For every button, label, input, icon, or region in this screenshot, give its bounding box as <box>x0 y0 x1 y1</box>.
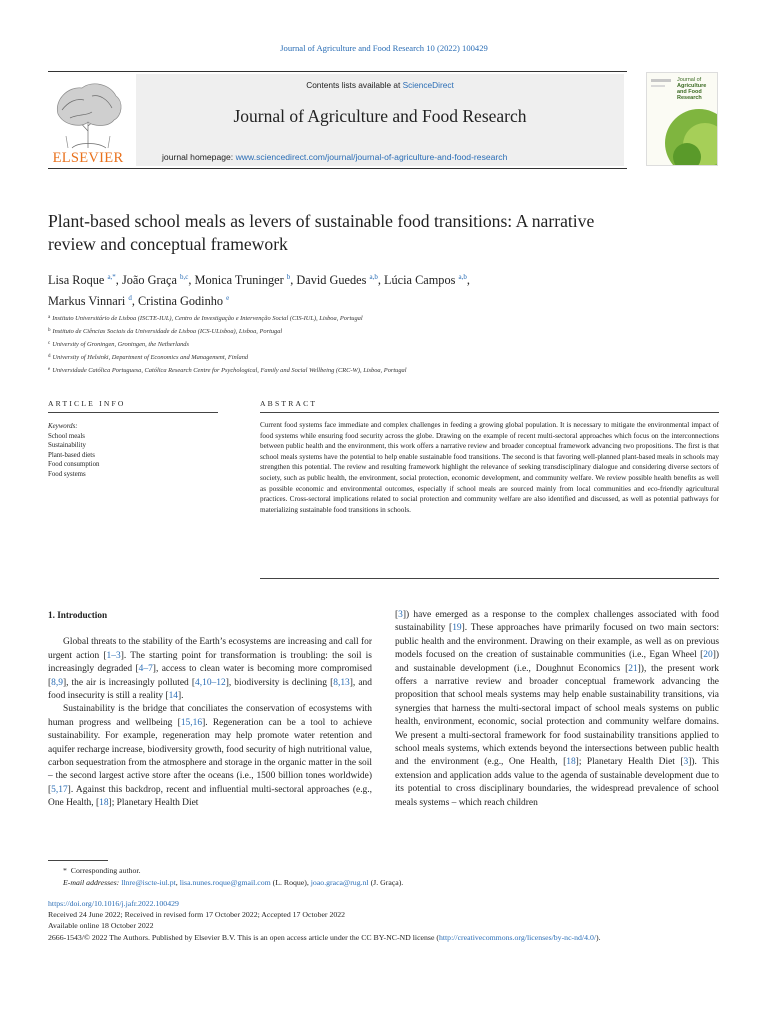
affiliation-item <box>48 325 688 338</box>
keyword-item: Food consumption <box>48 461 100 469</box>
keywords-label: Keywords: <box>48 423 78 430</box>
citation-link[interactable]: 18 <box>566 757 576 768</box>
license-text-end: ). <box>596 932 601 942</box>
cover-title-line-3: and Food <box>677 89 702 95</box>
affiliation-item <box>48 312 688 325</box>
license-statement <box>48 932 728 943</box>
cover-title <box>677 77 706 101</box>
homepage-label: journal homepage: <box>162 152 234 162</box>
author-separator: , <box>131 294 138 308</box>
citation-link[interactable]: 20 <box>703 650 713 661</box>
affiliation-marker: b <box>48 328 51 333</box>
author-cristina-godinho[interactable] <box>138 294 229 308</box>
contents-prefix: Contents lists available at <box>306 80 401 90</box>
journal-homepage-line <box>162 152 507 162</box>
author-david-guedes[interactable] <box>296 273 377 287</box>
journal-citation-header[interactable]: Journal of Agriculture and Food Research 10 (2022) 100429 <box>280 43 488 53</box>
affiliation-item <box>48 364 688 377</box>
header-bottom-rule <box>48 168 627 169</box>
license-text: 2666-1543/© 2022 The Authors. Published by Elsevier B.V. This is an open access article under the CC BY-NC-ND license ( <box>48 932 439 942</box>
citation-link[interactable]: 8,9 <box>51 677 63 688</box>
available-online-date: Available online 18 October 2022 <box>48 921 154 931</box>
bibliographic-info <box>48 898 728 943</box>
affiliation-text: University of Groningen, Groningen, the Netherlands <box>52 341 189 348</box>
affiliation-text: Instituto Universitário de Lisboa (ISCTE-IUL), Centro de Investigação e Intervenção Social (CIS-IUL), Lisboa, Portugal <box>52 315 363 322</box>
text-run: ]) and sustainable development (i.e., Doughnut Economics [ <box>395 650 719 674</box>
text-run: ]. <box>178 691 184 702</box>
email-link[interactable]: joao.graca@rug.nl <box>310 877 369 887</box>
author-affil-sup[interactable]: b <box>286 273 291 281</box>
body-column-right <box>395 609 719 810</box>
text-run: ], the air is increasingly polluted [ <box>62 677 196 688</box>
author-affil-sup[interactable]: a,b <box>369 273 378 281</box>
citation-link[interactable]: 21 <box>628 663 638 674</box>
citation-link[interactable]: 3 <box>398 610 403 620</box>
affiliation-marker: c <box>48 341 51 346</box>
keyword-item: Food systems <box>48 470 86 478</box>
affiliation-marker: e <box>48 367 51 372</box>
cover-title-line-1: Journal of <box>677 77 702 83</box>
footnotes <box>48 865 728 888</box>
author-name: Lúcia Campos <box>384 273 456 287</box>
email-owner: (J. Graça). <box>370 877 404 887</box>
email-label: E-mail addresses: <box>63 877 120 887</box>
text-run: ]; Planetary Health Diet [ <box>575 757 684 768</box>
affiliation-item <box>48 351 688 364</box>
introduction-heading: 1. Introduction <box>48 610 108 620</box>
text-run: ], and food insecurity is still a reality [ <box>48 677 372 702</box>
author-affil-sup[interactable]: b,c <box>180 273 189 281</box>
author-name: Markus Vinnari <box>48 294 126 308</box>
text-run: ]. Against this backdrop, recent and influential multi-sectoral approaches (e.g., One Health, [ <box>48 784 372 809</box>
homepage-link[interactable]: www.sciencedirect.com/journal/journal-of-agriculture-and-food-research <box>235 152 508 162</box>
author-list <box>48 268 648 310</box>
text-run: ]). This extension and application adds value to the agenda of sustainable development due to its potential to cross disciplinary boundaries, the widespread prevalence of school meals systems – which reach children <box>395 757 719 808</box>
citation-link[interactable]: 5,17 <box>51 784 68 795</box>
citation-link[interactable]: 15,16 <box>180 717 203 728</box>
text-run: ]), the present work offers a narrative review and broader conceptual framework advancing the proposition that school meals systems may help enable sustainability transitions, via synergies that harness the multi-sectoral impact of school meals systems on public health, environment, economic, social protection and community welfare domains. We present a multi-sectoral framework for food sustainability transitions applied to school meals systems, which extends beyond the intersections between public health and the environment (e.g., One Health, [ <box>395 663 719 768</box>
contents-line <box>136 80 624 90</box>
affiliation-text: University of Helsinki, Department of Economics and Management, Finland <box>52 354 249 361</box>
text-run: ]. Regeneration can be a tool to achieve sustainability. For example, regeneration may help promote water retention and aquifer recharge increase, biodiversity growth, food security of high nutritional value, carbon sequestration from the atmosphere and storage in the organic matter in the soil – the second largest active store after the oceans (i.e., 1500 billion tones worldwide) [ <box>48 717 373 795</box>
abstract-heading: ABSTRACT <box>260 399 318 408</box>
author-affil-sup[interactable]: a,* <box>107 273 116 281</box>
author-name: David Guedes <box>296 273 367 287</box>
text-run: ]. The starting point for transformation is troubling: the soil is increasingly degraded [ <box>48 650 372 675</box>
header-top-rule <box>48 71 627 72</box>
author-markus-vinnari[interactable] <box>48 294 132 308</box>
author-separator: , <box>466 273 470 287</box>
intro-paragraph-1 <box>48 636 372 703</box>
article-info-rule <box>48 412 218 413</box>
author-lisa-roque[interactable] <box>48 273 116 287</box>
received-dates: Received 24 June 2022; Received in revised form 17 October 2022; Accepted 17 October 2022 <box>48 910 346 920</box>
intro-paragraph-2-continued <box>395 609 719 810</box>
text-run: ]; Planetary Health Diet <box>108 798 199 809</box>
citation-link[interactable]: 18 <box>99 798 109 809</box>
email-note: E-mail addresses: llnre@iscte-iul.pt, lisa.nunes.roque@gmail.com (L. Roque), joao.graca@rug.nl (J. Graça). <box>63 877 404 887</box>
abstract-text: Current food systems face immediate and complex challenges in feeding a growing global population. It is necessary to mitigate the environmental impact of food systems while ensuring food security across the globe. Drawing on the example of recent multi-sectoral approaches which focus on the interconnections between public health and the environment, this work offers a narrative review and broader conceptual framework advancing two propositions. The first is that school meals systems have the potential to help enable sustainable food transitions. The second is that favoring well-planned plant-based meals in schools may strengthen this potential. The review and resulting framework highlight the relevance of seeking transdisciplinary dialogue and considering diverse sectors of society, such as public health, the environment, social protection, economic development, and community welfare. We review possible health benefits as well as possible economic and environmental outcomes, especially if school meals are sourced mainly from local communities and eco-friendly agricultural practices. Cross-sectoral implications related to social protection and community welfare are also identified and discussed, as well as potential pathways for materializing sustainable food transitions in schools. <box>260 421 719 514</box>
author-monica-truninger[interactable] <box>195 273 291 287</box>
text-run: ]. These approaches have primarily focused on two main sectors: public health and the environment. Drawing on their example, as well as on previous models focused on the creation of sustainable communities (i.e., Egan Wheel [ <box>395 623 719 661</box>
corresponding-text: Corresponding author. <box>70 866 141 875</box>
affiliation-text: Universidade Católica Portuguesa, Católica Research Centre for Psychological, Family and Social Wellbeing (CRC-W), Lisboa, Portugal <box>52 367 407 374</box>
affiliation-list <box>48 312 688 377</box>
abstract-rule-top <box>260 412 719 413</box>
citation-link[interactable]: 1–3 <box>106 650 121 661</box>
citation-link[interactable]: 4,10–12 <box>195 677 226 688</box>
citation-link[interactable]: 14 <box>168 691 179 702</box>
journal-title[interactable]: Journal of Agriculture and Food Research <box>233 106 527 126</box>
author-name: Lisa Roque <box>48 273 105 287</box>
sciencedirect-link[interactable]: ScienceDirect <box>402 80 454 90</box>
elsevier-wordmark: ELSEVIER <box>52 150 124 166</box>
cover-title-line-2: Agriculture <box>677 83 707 89</box>
text-run: Global threats to the stability of the Earth’s ecosystems are increasing and call for urgent action [ <box>48 637 372 661</box>
keyword-item: Plant-based diets <box>48 451 95 459</box>
keyword-item: School meals <box>48 432 85 440</box>
citation-link[interactable]: 4–7 <box>138 664 153 675</box>
author-lucia-campos[interactable] <box>384 273 467 287</box>
keyword-item: Sustainability <box>48 442 86 450</box>
text-run: Sustainability is the bridge that conciliates the conservation of ecosystems with human progress and wellbeing [ <box>48 704 372 728</box>
affiliation-item <box>48 338 688 351</box>
author-name: Cristina Godinho <box>137 294 224 308</box>
citation-link[interactable]: 19 <box>452 623 462 634</box>
author-separator: , <box>115 273 122 287</box>
doi-link[interactable]: https://doi.org/10.1016/j.jafr.2022.100429 <box>48 899 179 908</box>
journal-cover-thumbnail[interactable] <box>646 72 718 166</box>
article-info-heading: ARTICLE INFO <box>48 399 126 408</box>
author-affil-sup[interactable]: e <box>226 294 230 302</box>
email-link[interactable]: lisa.nunes.roque@gmail.com <box>179 877 271 887</box>
text-run: ]) have emerged as a response to the complex challenges associated with food sustainability [ <box>395 610 719 634</box>
email-link[interactable]: llnre@iscte-iul.pt <box>121 877 176 887</box>
license-link[interactable]: http://creativecommons.org/licenses/by-nc-nd/4.0/ <box>438 932 597 942</box>
affiliation-text: Instituto de Ciências Sociais da Universidade de Lisboa (ICS-ULisboa), Lisboa, Portugal <box>52 328 283 335</box>
corresponding-author-note <box>48 865 728 877</box>
text-run: ], access to clean water is becoming more compromised [ <box>48 664 372 688</box>
author-joao-graca[interactable] <box>122 273 188 287</box>
affiliation-marker: a <box>48 315 51 320</box>
cover-title-line-4: Research <box>677 95 702 101</box>
text-run: ], biodiversity is declining [ <box>225 677 334 688</box>
author-separator: , <box>188 273 195 287</box>
footnote-rule <box>48 860 108 861</box>
keywords-block <box>48 422 218 480</box>
author-affil-sup[interactable]: d <box>128 294 132 302</box>
asterisk-marker: * <box>63 866 71 875</box>
author-name: João Graça <box>121 273 177 287</box>
article-title: Plant-based school meals as levers of sustainable food transitions: A narrative review and conceptual framework <box>48 211 595 254</box>
text-run: [ <box>395 610 399 620</box>
author-separator: , <box>377 273 385 287</box>
intro-paragraph-2 <box>48 703 372 810</box>
body-column-left <box>48 609 372 811</box>
author-name: Monica Truninger <box>194 273 284 287</box>
author-affil-sup[interactable]: a,b <box>458 273 467 281</box>
abstract-rule-bottom <box>260 578 719 579</box>
affiliation-marker: d <box>48 354 51 359</box>
citation-link[interactable]: 8,13 <box>333 677 350 688</box>
email-owner: (L. Roque), <box>272 877 309 887</box>
citation-link[interactable]: 3 <box>683 757 689 768</box>
author-separator: , <box>290 273 297 287</box>
